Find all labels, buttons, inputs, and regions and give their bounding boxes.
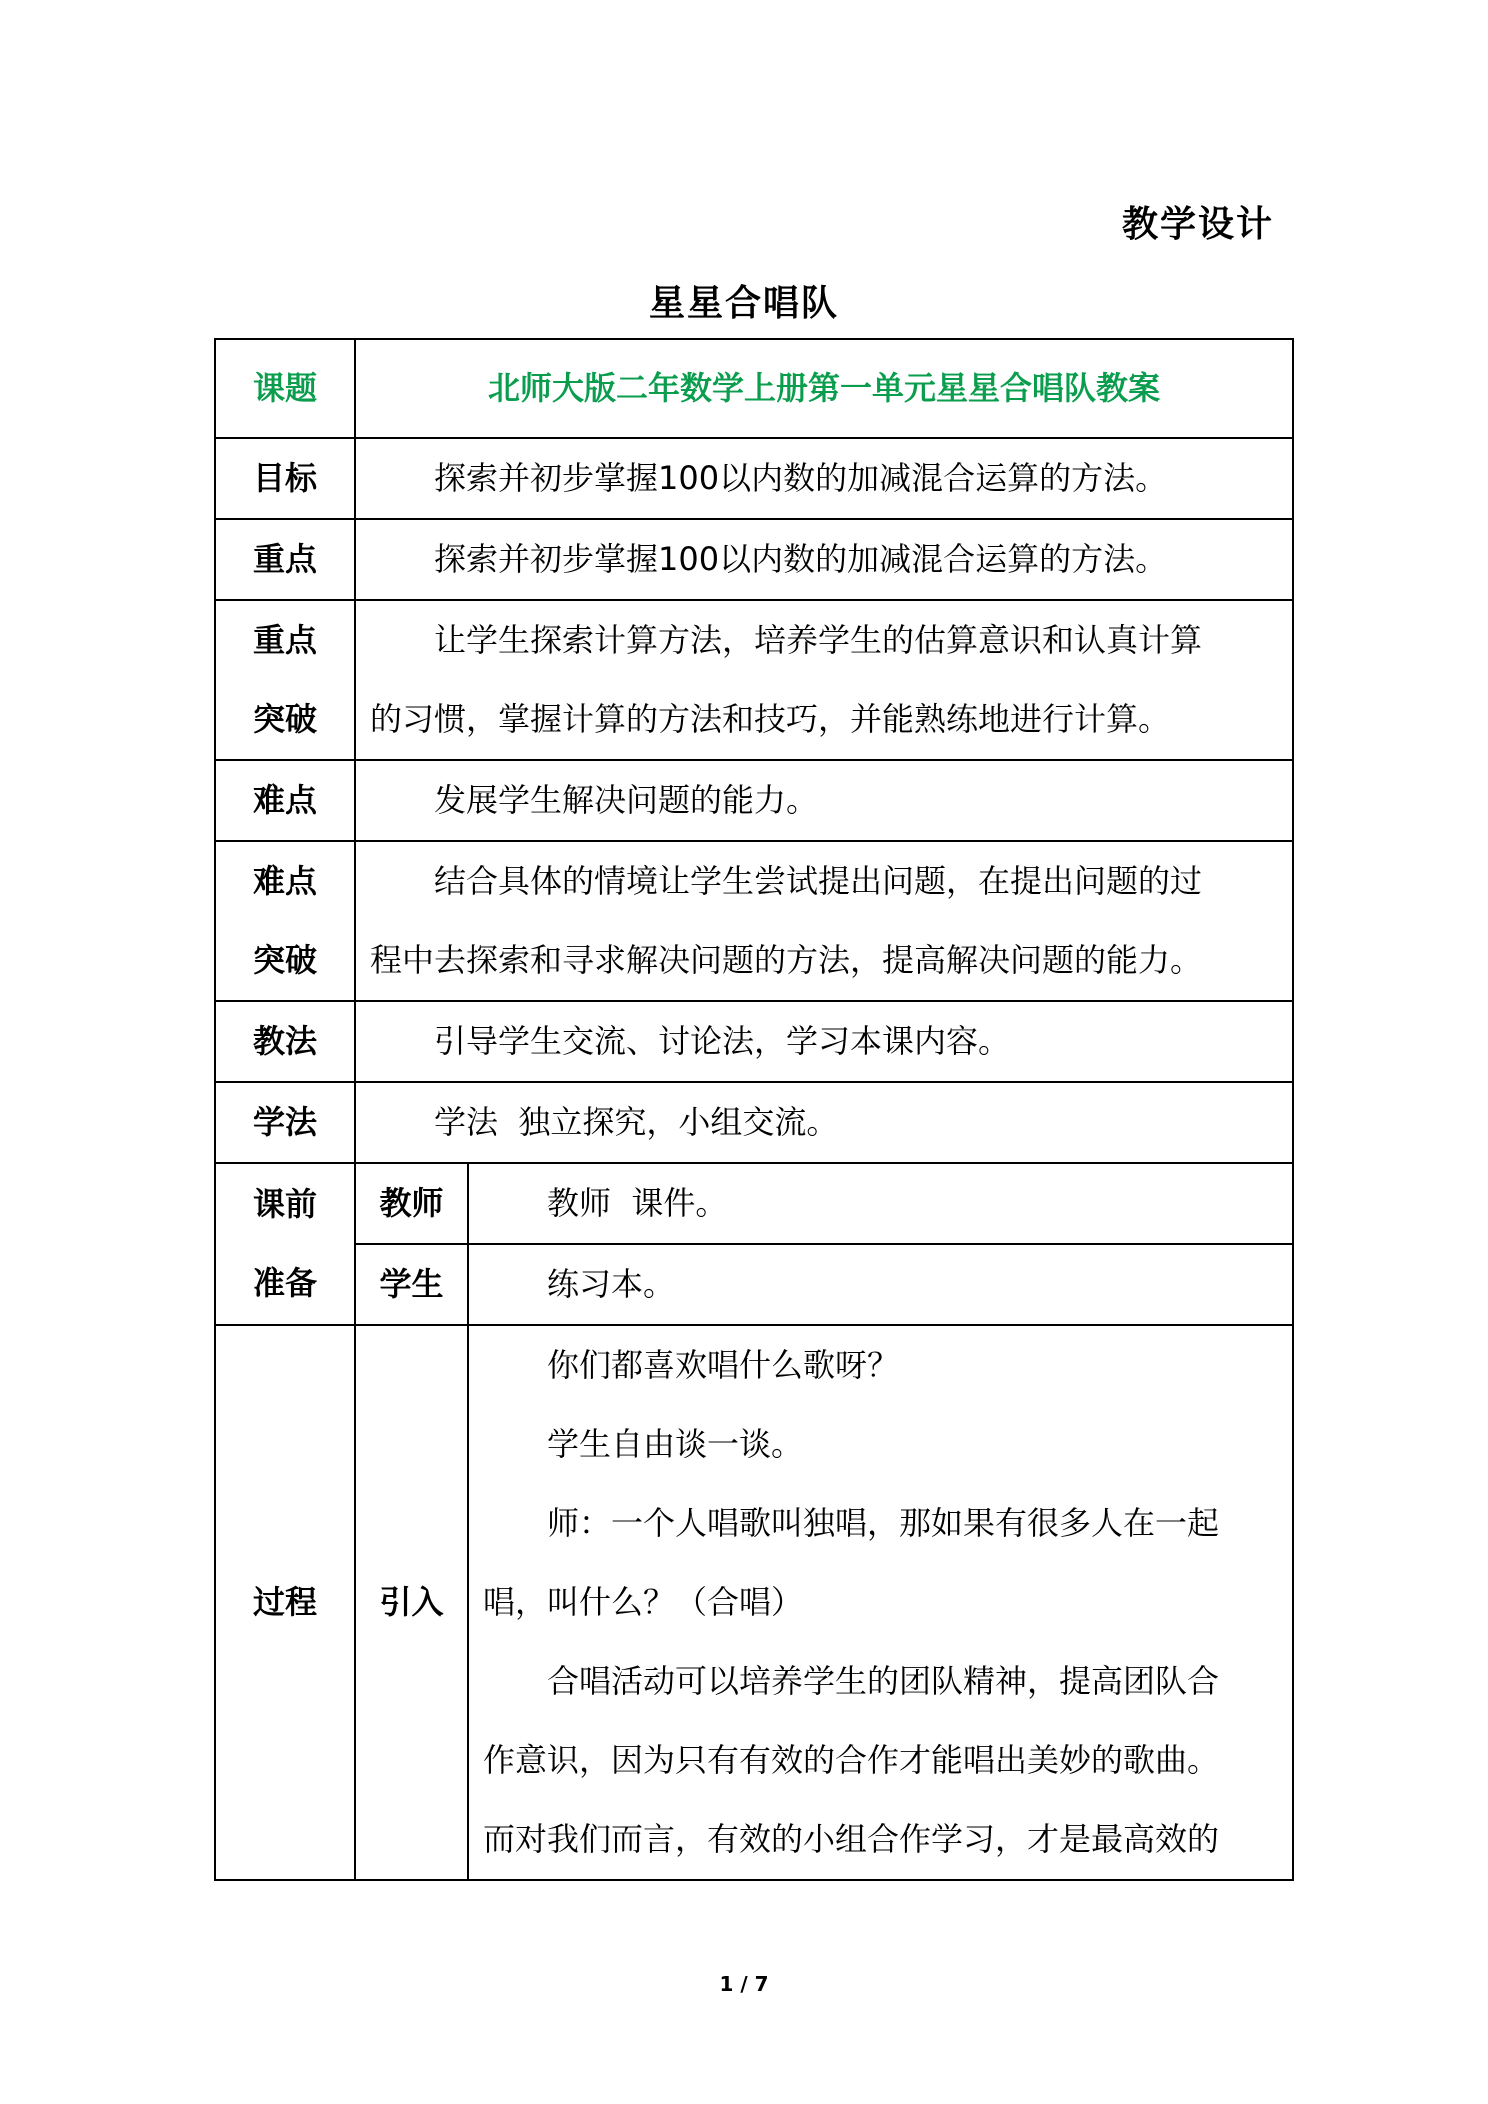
label-diff-break [215, 841, 355, 1001]
label-line: 难点 [252, 862, 317, 900]
teacher-prep-text: 教师 课件。 [547, 1184, 728, 1222]
text-line: 唱，叫什么？（合唱） [483, 1583, 804, 1621]
lesson-plan-table [214, 338, 1294, 1881]
text-line: 让学生探索计算方法，培养学生的估算意识和认真计算 [434, 621, 1203, 659]
diff-break-cell [355, 841, 1293, 1001]
label-goal: 目标 [215, 438, 355, 519]
header-label: 教学设计 [1121, 204, 1274, 245]
text-line: 师：一个人唱歌叫独唱，那如果有很多人在一起 [547, 1504, 1220, 1542]
difficulty-text: 发展学生解决问题的能力。 [434, 781, 819, 819]
text-line: 学生自由谈一谈。 [547, 1425, 804, 1463]
learning-method-text: 学法 独立探究，小组交流。 [434, 1103, 839, 1141]
label-line: 重点 [252, 621, 317, 659]
text-line: 的习惯，掌握计算的方法和技巧，并能熟练地进行计算。 [370, 700, 1171, 738]
goal-text: 探索并初步掌握100以内数的加减混合运算的方法。 [434, 459, 1168, 497]
row-teaching-method [215, 1001, 1293, 1082]
topic-value: 北师大版二年数学上册第一单元星星合唱队教案 [355, 339, 1293, 438]
page-title: 星星合唱队 [648, 283, 839, 324]
text-line: 而对我们而言，有效的小组合作学习，才是最高效的 [483, 1820, 1220, 1858]
label-prep [215, 1163, 355, 1325]
key-point-cell [355, 519, 1293, 600]
text-line: 结合具体的情境让学生尝试提出问题，在提出问题的过 [434, 862, 1203, 900]
label-learning-method: 学法 [215, 1082, 355, 1163]
label-difficulty: 难点 [215, 760, 355, 841]
row-difficulty [215, 760, 1293, 841]
row-prep-student [215, 1244, 1293, 1325]
label-teaching-method: 教法 [215, 1001, 355, 1082]
label-student: 学生 [355, 1244, 468, 1325]
text-line: 你们都喜欢唱什么歌呀？ [547, 1346, 900, 1384]
key-point-text: 探索并初步掌握100以内数的加减混合运算的方法。 [434, 540, 1168, 578]
teaching-method-cell [355, 1001, 1293, 1082]
label-line: 突破 [252, 700, 317, 738]
page-number: 1 / 7 [719, 1972, 769, 1996]
row-goal [215, 438, 1293, 519]
label-process: 过程 [215, 1325, 355, 1880]
label-stage: 引入 [355, 1325, 468, 1880]
label-key-point: 重点 [215, 519, 355, 600]
teacher-prep-cell [468, 1163, 1293, 1244]
label-topic: 课题 [215, 339, 355, 438]
process-cell [468, 1325, 1293, 1880]
learning-method-cell [355, 1082, 1293, 1163]
difficulty-cell [355, 760, 1293, 841]
text-line: 合唱活动可以培养学生的团队精神，提高团队合 [547, 1662, 1220, 1700]
goal-cell [355, 438, 1293, 519]
label-line: 课前 [252, 1185, 317, 1223]
key-break-cell [355, 600, 1293, 760]
label-teacher: 教师 [355, 1163, 468, 1244]
row-diff-break [215, 841, 1293, 1001]
row-topic [215, 339, 1293, 438]
row-process [215, 1325, 1293, 1880]
label-line: 准备 [252, 1264, 317, 1302]
label-key-break [215, 600, 355, 760]
teaching-method-text: 引导学生交流、讨论法，学习本课内容。 [434, 1022, 1011, 1060]
row-learning-method [215, 1082, 1293, 1163]
row-key-break [215, 600, 1293, 760]
row-prep-teacher [215, 1163, 1293, 1244]
student-prep-text: 练习本。 [547, 1265, 676, 1303]
text-line: 程中去探索和寻求解决问题的方法，提高解决问题的能力。 [370, 941, 1203, 979]
row-key-point [215, 519, 1293, 600]
student-prep-cell [468, 1244, 1293, 1325]
text-line: 作意识，因为只有有效的合作才能唱出美妙的歌曲。 [483, 1741, 1220, 1779]
label-line: 突破 [252, 941, 317, 979]
